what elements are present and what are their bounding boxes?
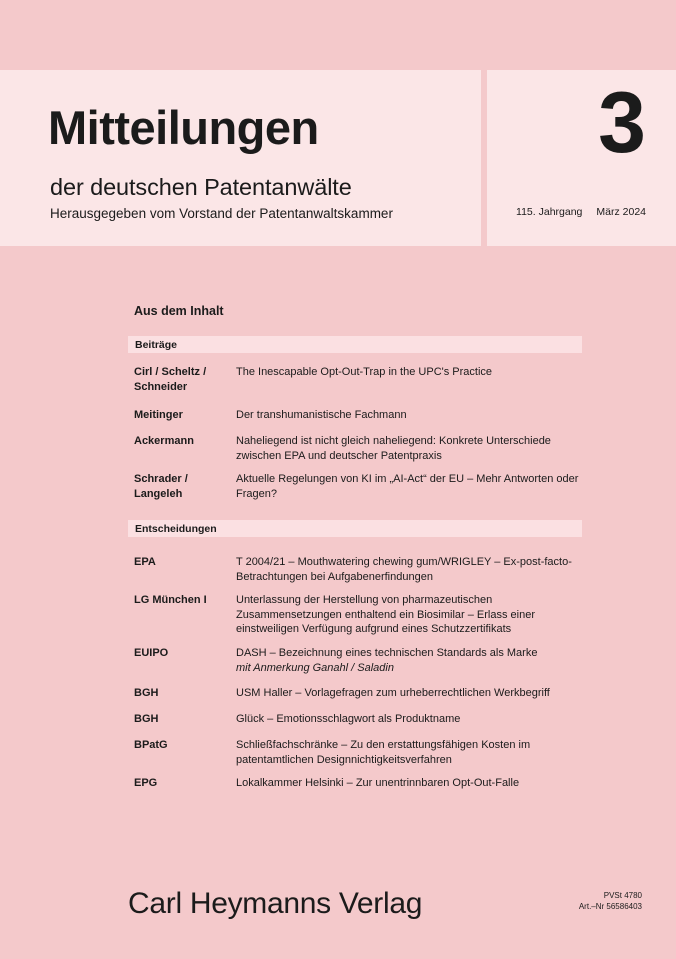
entry-author: LG München I xyxy=(134,594,207,606)
journal-subtitle: der deutschen Patentanwälte xyxy=(50,174,352,200)
entry-title: Unterlassung der Herstellung von pharmazeutischen Zusammensetzungen enthaltend ein Biosimilar – Erlass einer einstweiligen Verfügung aufgrund eines Schutzzertifikats xyxy=(236,594,535,635)
entry-author: EUIPO xyxy=(134,647,169,659)
section-label: Beiträge xyxy=(135,339,178,351)
entry-title: Schließfachschränke – Zu den erstattungsfähigen Kosten im patentamtlichen Designnichtigkeitsverfahren xyxy=(236,739,531,766)
footer-codes xyxy=(579,890,642,912)
journal-title: Mitteilungen xyxy=(48,101,319,154)
section-header-beitraege xyxy=(128,336,582,353)
entry-author: EPG xyxy=(134,777,158,789)
masthead-title-panel xyxy=(0,70,481,246)
entry-author: Ackermann xyxy=(134,435,194,447)
entry-author: BPatG xyxy=(134,739,168,751)
section-header-entscheidungen xyxy=(128,520,582,537)
entry-title: USM Haller – Vorlagefragen zum urheberrechtlichen Werkbegriff xyxy=(236,687,550,699)
issue-meta xyxy=(516,206,646,218)
issue-volume: 115. Jahrgang xyxy=(516,206,583,218)
masthead-issue-panel xyxy=(487,70,676,246)
contents-heading: Aus dem Inhalt xyxy=(134,304,224,318)
entry-title: The Inescapable Opt-Out-Trap in the UPC's Practice xyxy=(236,366,493,378)
entry-author: BGH xyxy=(134,713,159,725)
entry-title: T 2004/21 – Mouthwatering chewing gum/WRIGLEY – Ex-post-facto-Betrachtungen bei Aufgabenerfindungen xyxy=(236,556,572,583)
entry-note: mit Anmerkung Ganahl / Saladin xyxy=(236,661,394,674)
entry-author: Meitinger xyxy=(134,409,183,421)
entry-title: Der transhumanistische Fachmann xyxy=(236,409,407,421)
entry-author: EPA xyxy=(134,556,156,568)
entry-title: Glück – Emotionsschlagwort als Produktname xyxy=(236,713,461,725)
section-label: Entscheidungen xyxy=(135,523,217,535)
publisher-name: Carl Heymanns Verlag xyxy=(128,887,423,920)
masthead xyxy=(0,0,676,246)
entry-title: Aktuelle Regelungen von KI im „AI-Act“ der EU – Mehr Antworten oder Fragen? xyxy=(236,473,579,500)
entry-title xyxy=(236,646,584,675)
entry-author: Schrader / Langeleh xyxy=(134,473,188,500)
entry-title-text: DASH – Bezeichnung eines technischen Standards als Marke xyxy=(236,647,538,659)
issue-number: 3 xyxy=(598,75,644,171)
pvst-code: PVSt 4780 xyxy=(603,891,642,900)
entry-title: Lokalkammer Helsinki – Zur unentrinnbaren Opt-Out-Falle xyxy=(236,777,520,789)
entry-author: Cirl / Scheltz / Schneider xyxy=(134,366,207,393)
issue-date: März 2024 xyxy=(596,206,646,218)
journal-publisher-line: Herausgegeben vom Vorstand der Patentanwaltskammer xyxy=(50,206,393,221)
article-number: Art.–Nr 56586403 xyxy=(578,902,642,911)
entry-author: BGH xyxy=(134,687,159,699)
entry-title: Naheliegend ist nicht gleich naheliegend: Konkrete Unterschiede zwischen EPA und deutscher Patentpraxis xyxy=(236,435,551,462)
